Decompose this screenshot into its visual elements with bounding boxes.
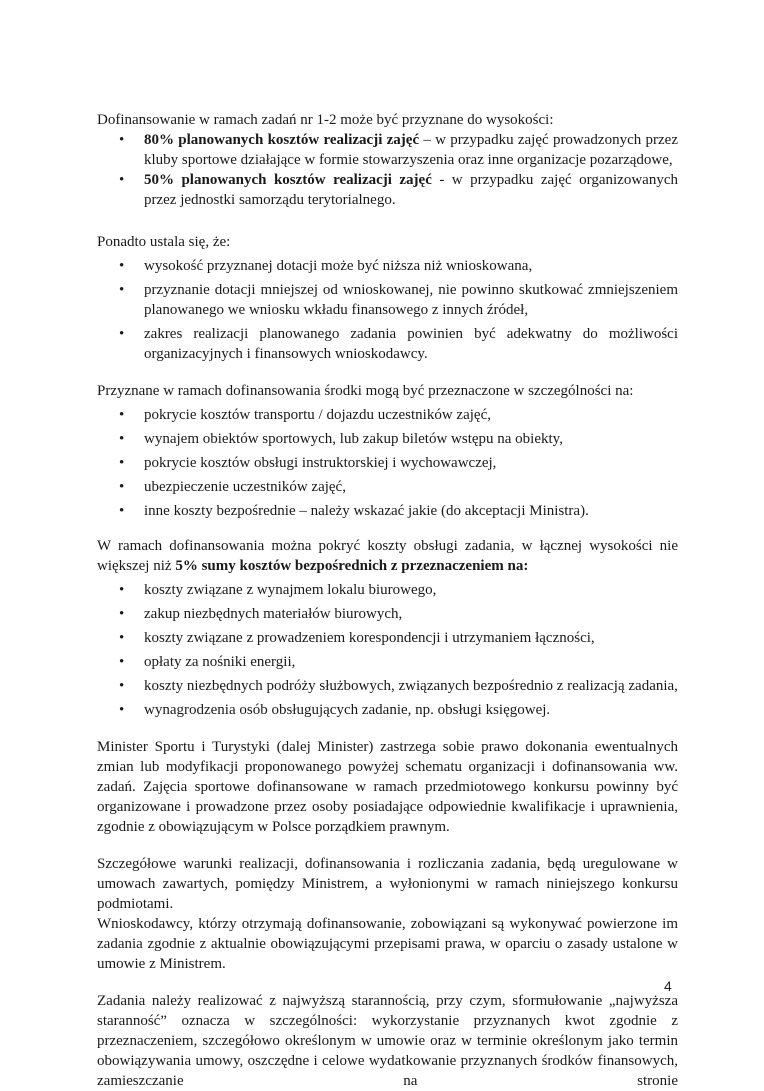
paragraph-diligence: Zadania należy realizować z najwyższą starannością, przy czym, sformułowanie „najwyższa staranność” oznacza w szczególności: wykorzystanie przyznanych kwot zgodnie z przeznaczeniem, szczegółowo określonym w umowie oraz w terminie określonym jako termin obowiązywania umowy, oszczędne i celowe wydatkowanie przyznanych środków finansowych, zamieszczanie na stronie [97,993,678,1089]
section-additional-rules [97,232,678,364]
section-funding-levels [97,110,678,210]
list-item: • ubezpieczenie uczestników zajęć, [97,477,678,497]
list-item: • pokrycie kosztów obsługi instruktorskiej i wychowawczej, [97,453,678,473]
section-intro: Ponadto ustala się, że: [97,234,231,250]
bold-term: 50% planowanych kosztów realizacji zajęć [144,172,432,188]
bold-term: 5% sumy kosztów bezpośrednich z przeznaczeniem na: [175,558,529,574]
list-item: • wysokość przyznanej dotacji może być niższa niż wnioskowana, [97,256,678,276]
paragraph-minister-rights: Minister Sportu i Turystyki (dalej Minister) zastrzega sobie prawo dokonania ewentualnych zmian lub modyfikacji proponowanego powyżej schematu organizacji i dofinansowania ww. zadań. Zajęcia sportowe dofinansowane w ramach przedmiotowego konkursu powinny być organizowane i prowadzone przez osoby posiadające odpowiednie kwalifikacje i uprawnienia, zgodnie z obowiązującym w Polsce porządkiem prawnym. [97,739,678,835]
section-intro: Przyznane w ramach dofinansowania środki mogą być przeznaczone w szczególności na: [97,383,634,399]
item-text: – w przypadku zajęć prowadzonych przez kluby sportowe działające w formie stowarzyszenia oraz inne organizacje pozarządowe, [144,132,678,168]
section-admin-costs [97,536,678,720]
list-item: • wynajem obiektów sportowych, lub zakup biletów wstępu na obiekty, [97,429,678,449]
list-item: • zakup niezbędnych materiałów biurowych, [97,604,678,624]
list-item: • przyznanie dotacji mniejszej od wnioskowanej, nie powinno skutkować zmniejszeniem planowanego we wniosku wkładu finansowego z innych źródeł, [97,280,678,320]
paragraph-agreements [97,854,678,974]
bold-term: 80% planowanych kosztów realizacji zajęć [144,132,420,148]
document-page [97,110,678,1091]
eligible-costs-list [97,405,678,521]
list-item: • wynagrodzenia osób obsługujących zadanie, np. obsługi księgowej. [97,700,678,720]
section-intro: Dofinansowanie w ramach zadań nr 1-2 może być przyznane do wysokości: [97,112,554,128]
section-intro: W ramach dofinansowania można pokryć koszty obsługi zadania, w łącznej wysokości nie większej niż 5% sumy kosztów bezpośrednich z przeznaczeniem na: [97,538,678,574]
list-item: • opłaty za nośniki energii, [97,652,678,672]
list-item: • koszty związane z prowadzeniem korespondencji i utrzymaniem łączności, [97,628,678,648]
list-item [97,130,678,170]
admin-costs-list [97,580,678,720]
rules-list [97,256,678,364]
item-text: - w przypadku zajęć organizowanych przez jednostki samorządu terytorialnego. [144,172,678,208]
list-item: • koszty związane z wynajmem lokalu biurowego, [97,580,678,600]
list-item: • zakres realizacji planowanego zadania powinien być adekwatny do możliwości organizacyjnych i finansowych wnioskodawcy. [97,324,678,364]
page-number: 4 [664,978,672,994]
list-item: • koszty niezbędnych podróży służbowych, związanych bezpośrednio z realizacją zadania, [97,676,678,696]
section-eligible-costs [97,381,678,521]
list-item: • pokrycie kosztów transportu / dojazdu uczestników zajęć, [97,405,678,425]
funding-levels-list [97,130,678,210]
list-item [97,170,678,210]
list-item: • inne koszty bezpośrednie – należy wskazać jakie (do akceptacji Ministra). [97,501,678,521]
paragraph-agreement-terms: Szczegółowe warunki realizacji, dofinansowania i rozliczania zadania, będą uregulowane w umowach zawartych, pomiędzy Ministrem, a wyłonionymi w ramach niniejszego konkursu podmiotami. [97,856,678,912]
paragraph-applicant-obligations: Wnioskodawcy, którzy otrzymają dofinansowanie, zobowiązani są wykonywać powierzone im zadania zgodnie z aktualnie obowiązującymi przepisami prawa, w oparciu o zasady ustalone w umowie z Ministrem. [97,916,678,972]
